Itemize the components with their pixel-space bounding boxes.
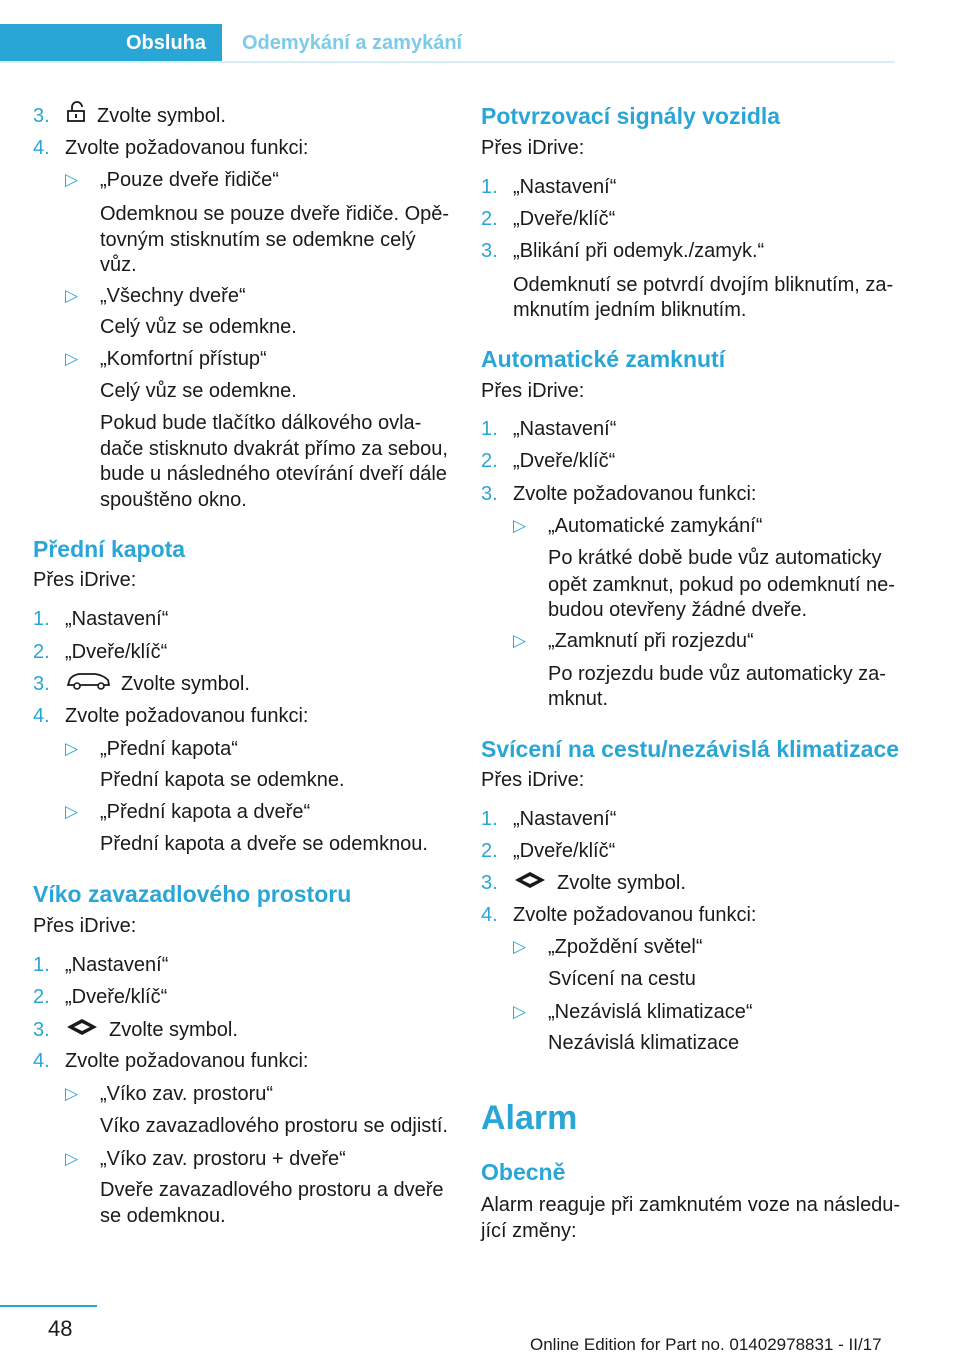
option-desc: Přední kapota se odemkne. (100, 769, 345, 791)
step-text: Zvolte požadovanou funkci: (513, 904, 757, 926)
step-number: 1. (33, 608, 50, 630)
option-desc: mknut. (548, 688, 609, 710)
option-label: „Pouze dveře řidiče“ (100, 169, 279, 191)
step-number: 1. (481, 176, 498, 198)
step-number: 3. (33, 105, 50, 127)
bullet-triangle-icon: ▷ (513, 631, 527, 650)
option-label: „Přední kapota a dveře“ (100, 801, 311, 823)
option-desc: spouštěno okno. (100, 489, 247, 511)
step-text: „Dveře/klíč“ (65, 986, 168, 1008)
bullet-triangle-icon: ▷ (65, 739, 79, 758)
option-desc: Pokud bude tlačítko dálkového ovla‐ (100, 412, 422, 434)
option-label: „Nezávislá klimatizace“ (548, 1001, 753, 1023)
via-text: Přes iDrive: (481, 137, 585, 159)
edition-text: Online Edition for Part no. 01402978831 - II/17 (530, 1335, 882, 1354)
chapter-tab: Odemykání a zamykání (242, 32, 463, 54)
option-desc: tovným stisknutím se odemkne celý (100, 229, 416, 251)
step-number: 4. (33, 705, 50, 727)
step-text: Zvolte požadovanou funkci: (513, 483, 757, 505)
option-desc: bude u následného otevírání dveří dále (100, 463, 447, 485)
option-label: „Komfortní přístup“ (100, 348, 267, 370)
paragraph-line: Alarm reaguje při zamknutém voze na následu‐ (481, 1194, 901, 1216)
front-hood-car-icon (65, 669, 111, 700)
step-text: Zvolte požadovanou funkci: (65, 705, 309, 727)
step-text: Zvolte požadovanou funkci: (65, 1050, 309, 1072)
list-item (513, 868, 686, 899)
option-desc: Nezávislá klimatizace (548, 1032, 740, 1054)
step-text: Zvolte symbol. (109, 1019, 238, 1041)
step-number: 2. (481, 840, 498, 862)
via-text: Přes iDrive: (481, 380, 585, 402)
step-text: „Nastavení“ (513, 418, 617, 440)
list-item (65, 1015, 238, 1046)
via-text: Přes iDrive: (33, 915, 137, 937)
section-heading: Svícení na cestu/nezávislá klimatizace (481, 736, 900, 762)
option-label: „Zamknutí při rozjezdu“ (548, 630, 754, 652)
step-number: 4. (481, 904, 498, 926)
step-text: „Nastavení“ (65, 608, 169, 630)
step-text: Zvolte symbol. (97, 105, 226, 127)
option-desc: opět zamknut, pokud po odemknutí ne‐ (548, 574, 895, 596)
option-desc: budou otevřeny žádné dveře. (548, 599, 808, 621)
header-divider (0, 61, 895, 63)
bullet-triangle-icon: ▷ (65, 170, 79, 189)
step-number: 3. (481, 483, 498, 505)
bullet-triangle-icon: ▷ (65, 802, 79, 821)
step-text: „Nastavení“ (513, 808, 617, 830)
option-desc: Po rozjezdu bude vůz automaticky za‐ (548, 663, 886, 685)
step-number: 2. (33, 986, 50, 1008)
bullet-triangle-icon: ▷ (65, 286, 79, 305)
list-item (65, 101, 226, 132)
option-label: „Víko zav. prostoru + dveře“ (100, 1148, 346, 1170)
step-number: 4. (33, 137, 50, 159)
section-heading: Potvrzovací signály vozidla (481, 103, 781, 129)
step-number: 2. (33, 641, 50, 663)
step-number: 4. (33, 1050, 50, 1072)
step-text: „Dveře/klíč“ (513, 208, 616, 230)
step-desc: Odemknutí se potvrdí dvojím bliknutím, za‐ (513, 274, 894, 296)
bullet-triangle-icon: ▷ (65, 349, 79, 368)
step-text: „Nastavení“ (65, 954, 169, 976)
step-number: 3. (481, 240, 498, 262)
chapter-heading: Alarm (481, 1099, 578, 1137)
option-desc: Po krátké době bude vůz automaticky (548, 547, 882, 569)
step-number: 1. (481, 808, 498, 830)
bullet-triangle-icon: ▷ (513, 937, 527, 956)
step-text: „Dveře/klíč“ (513, 450, 616, 472)
paragraph-line: jící změny: (481, 1220, 577, 1242)
list-item (65, 669, 250, 700)
option-desc: Víko zavazadlového prostoru se odjistí. (100, 1115, 448, 1137)
bullet-triangle-icon: ▷ (513, 516, 527, 535)
option-desc: Celý vůz se odemkne. (100, 316, 297, 338)
bullet-triangle-icon: ▷ (65, 1084, 79, 1103)
step-text: „Dveře/klíč“ (65, 641, 168, 663)
page-header (0, 24, 895, 62)
option-desc: Přední kapota a dveře se odemknou. (100, 833, 428, 855)
chevron-symbol-icon (513, 869, 547, 899)
option-desc: Dveře zavazadlového prostoru a dveře (100, 1179, 444, 1201)
option-desc: vůz. (100, 254, 137, 276)
step-text: „Blikání při odemyk./zamyk.“ (513, 240, 765, 262)
step-text: „Nastavení“ (513, 176, 617, 198)
step-number: 1. (481, 418, 498, 440)
section-tab: Obsluha (0, 24, 222, 62)
bullet-triangle-icon: ▷ (65, 1149, 79, 1168)
step-text: Zvolte požadovanou funkci: (65, 137, 309, 159)
step-number: 3. (33, 1019, 50, 1041)
option-label: „Všechny dveře“ (100, 285, 246, 307)
unlock-symbol-icon (65, 101, 87, 132)
option-desc: se odemknou. (100, 1205, 226, 1227)
section-heading: Automatické zamknutí (481, 346, 726, 372)
via-text: Přes iDrive: (481, 769, 585, 791)
option-label: „Zpoždění světel“ (548, 936, 703, 958)
step-number: 2. (481, 450, 498, 472)
bullet-triangle-icon: ▷ (513, 1002, 527, 1021)
section-heading: Přední kapota (33, 536, 186, 562)
option-desc: Odemknou se pouze dveře řidiče. Opě‐ (100, 203, 450, 225)
chevron-symbol-icon (65, 1016, 99, 1046)
page-number: 48 (48, 1316, 73, 1341)
section-heading: Víko zavazadlového prostoru (33, 881, 352, 907)
option-label: „Automatické zamykání“ (548, 515, 763, 537)
footer-divider (0, 1305, 97, 1307)
step-number: 3. (33, 673, 50, 695)
step-number: 2. (481, 208, 498, 230)
option-desc: Celý vůz se odemkne. (100, 380, 297, 402)
step-number: 3. (481, 872, 498, 894)
option-label: „Přední kapota“ (100, 738, 238, 760)
step-text: Zvolte symbol. (557, 872, 686, 894)
option-desc: Svícení na cestu (548, 968, 696, 990)
step-text: Zvolte symbol. (121, 673, 250, 695)
step-number: 1. (33, 954, 50, 976)
step-desc: mknutím jedním bliknutím. (513, 299, 747, 321)
option-desc: dače stisknuto dvakrát přímo za sebou, (100, 438, 448, 460)
via-text: Přes iDrive: (33, 569, 137, 591)
option-label: „Víko zav. prostoru“ (100, 1083, 274, 1105)
section-heading: Obecně (481, 1159, 566, 1185)
step-text: „Dveře/klíč“ (513, 840, 616, 862)
